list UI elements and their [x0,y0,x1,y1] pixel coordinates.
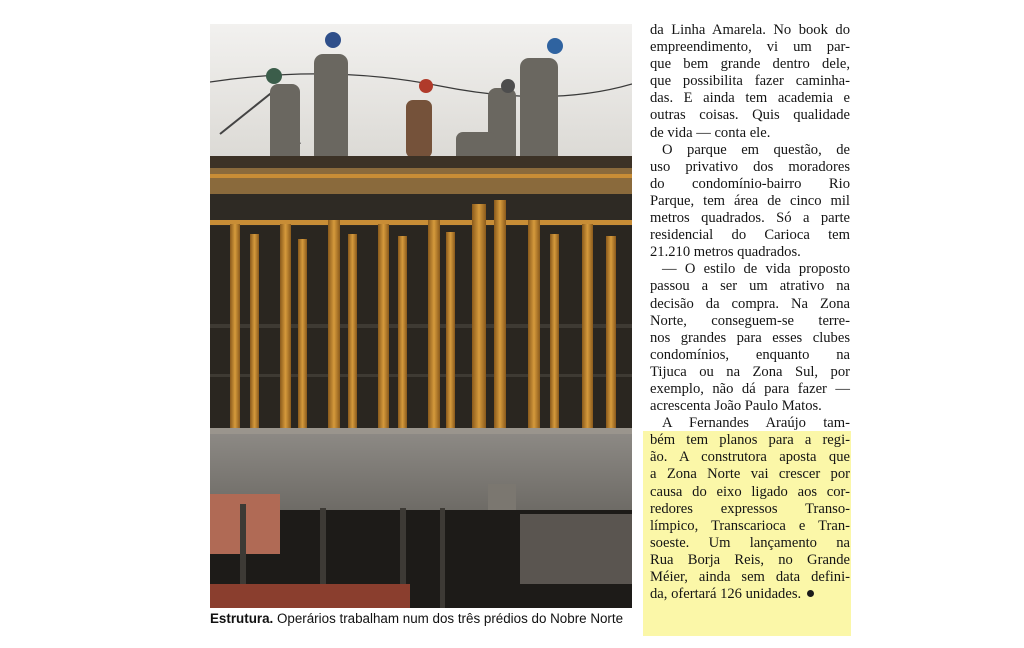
article-line: a Zona Norte vai crescer por [650,466,850,483]
article-line: condomínios, enquanto na [650,346,850,363]
article-line: límpico, Transcarioca e Tran- [650,517,850,534]
article-line: A Fernandes Araújo tam- [662,415,850,432]
article-line: bém tem planos para a regi- [650,432,850,449]
article-line: residencial do Carioca tem [650,227,850,244]
article-line: que possibilita fazer caminha- [650,73,850,90]
article-line: redores expressos Transo- [650,500,850,517]
article-line: Rua Borja Reis, no Grande [650,551,850,568]
article-line: ão. A construtora aposta que [650,449,850,466]
article-line: passou a ser um atrativo na [650,278,850,295]
article-line: Parque, tem área de cinco mil [650,192,850,209]
caption-text: Operários trabalham num dos três prédios do Nobre Norte [273,611,624,626]
article-line: acrescenta João Paulo Matos. [650,398,822,415]
article-line: causa do eixo ligado aos cor- [650,483,850,500]
article-line: — O estilo de vida proposto [662,261,850,278]
photo-caption [210,610,640,628]
article-line: decisão da compra. Na Zona [650,295,850,312]
article-line: das. E ainda tem academia e [650,90,850,107]
caption-label: Estrutura. [210,611,274,626]
article-line: da Linha Amarela. No book do [650,22,850,38]
article-line: 21.210 metros quadrados. [650,244,801,261]
article-line: Tijuca ou na Zona Sul, por [650,363,850,380]
article-line: de vida — conta ele. [650,124,771,141]
article-line: nos grandes para esses clubes [650,329,850,346]
article-line: exemplo, não dá para fazer — [650,380,850,397]
article-line: Méier, ainda sem data defini- [650,569,850,585]
construction-photo [210,24,632,608]
article-line: empreendimento, vi um par- [650,39,850,56]
article-column [650,22,850,603]
article-line-text: da, ofertará 126 unidades. [650,586,802,603]
article-last-line [650,586,850,603]
article-line: do condomínio-bairro Rio [650,175,850,192]
article-line: soeste. Um lançamento na [650,534,850,551]
article-line: metros quadrados. Só a parte [650,210,850,227]
article-line: uso privativo dos moradores [650,158,850,175]
article-line: Norte, conseguem-se terre- [650,312,850,329]
end-of-article-dot-icon [807,590,814,597]
article-line: outras coisas. Quis qualidade [650,107,850,124]
article-line: O parque em questão, de [662,141,850,158]
article-line: que bem grande dentro dele, [650,56,850,73]
